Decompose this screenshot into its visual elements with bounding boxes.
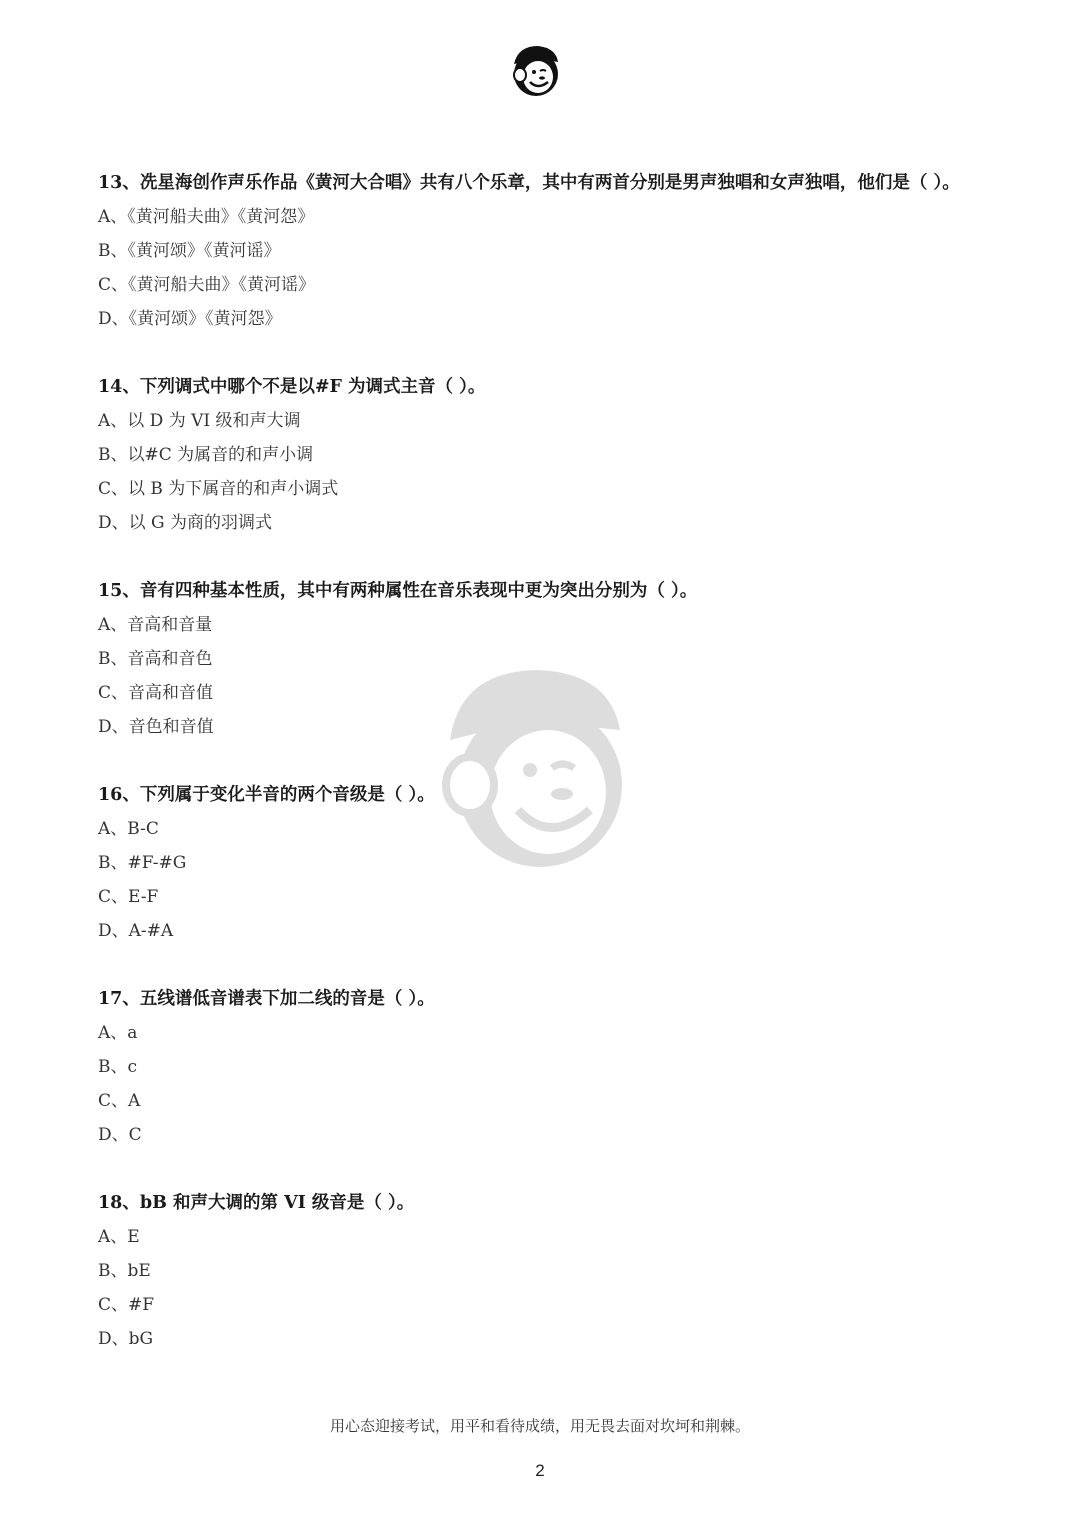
option-b: B、bE bbox=[98, 1261, 151, 1281]
question-text: 18、bB 和声大调的第 VI 级音是（ ）。 bbox=[98, 1193, 415, 1213]
option-a: A、B-C bbox=[98, 819, 159, 839]
option-d: D、以 G 为商的羽调式 bbox=[98, 513, 273, 533]
option-b: B、《黄河颂》《黄河谣》 bbox=[98, 241, 281, 261]
page-number: 2 bbox=[535, 1461, 545, 1480]
option-a: A、《黄河船夫曲》《黄河怨》 bbox=[98, 207, 315, 227]
question-text: 17、五线谱低音谱表下加二线的音是（ ）。 bbox=[98, 989, 435, 1009]
question-13 bbox=[98, 166, 998, 336]
option-c: C、A bbox=[98, 1091, 141, 1111]
question-18 bbox=[98, 1186, 998, 1356]
option-a: A、a bbox=[98, 1023, 138, 1043]
option-c: C、#F bbox=[98, 1295, 155, 1315]
monkey-mascot-icon bbox=[506, 42, 564, 98]
option-b: B、c bbox=[98, 1057, 138, 1077]
question-15 bbox=[98, 574, 998, 744]
question-17 bbox=[98, 982, 998, 1152]
option-d: D、C bbox=[98, 1125, 142, 1145]
footer-motto: 用心态迎接考试，用平和看待成绩，用无畏去面对坎坷和荆棘。 bbox=[329, 1417, 750, 1435]
option-d: D、音色和音值 bbox=[98, 717, 214, 737]
option-b: B、音高和音色 bbox=[98, 649, 213, 669]
question-list bbox=[98, 166, 998, 1356]
option-b: B、#F-#G bbox=[98, 853, 187, 873]
option-d: D、《黄河颂》《黄河怨》 bbox=[98, 309, 282, 329]
option-c: C、《黄河船夫曲》《黄河谣》 bbox=[98, 275, 316, 295]
question-16 bbox=[98, 778, 998, 948]
option-c: C、以 B 为下属音的和声小调式 bbox=[98, 479, 339, 499]
question-text: 16、下列属于变化半音的两个音级是（ ）。 bbox=[98, 785, 435, 805]
question-text: 15、音有四种基本性质，其中有两种属性在音乐表现中更为突出分别为（ ）。 bbox=[98, 581, 698, 601]
question-14 bbox=[98, 370, 998, 540]
option-a: A、E bbox=[98, 1227, 140, 1247]
option-a: A、以 D 为 VI 级和声大调 bbox=[98, 411, 301, 431]
option-c: C、音高和音值 bbox=[98, 683, 214, 703]
question-text: 13、冼星海创作声乐作品《黄河大合唱》共有八个乐章，其中有两首分别是男声独唱和女声独唱，他们是（ ）。 bbox=[98, 173, 960, 193]
option-b: B、以#C 为属音的和声小调 bbox=[98, 445, 314, 465]
option-d: D、bG bbox=[98, 1329, 154, 1349]
option-c: C、E-F bbox=[98, 887, 159, 907]
option-d: D、A-#A bbox=[98, 921, 174, 941]
question-text: 14、下列调式中哪个不是以#F 为调式主音（ ）。 bbox=[98, 377, 486, 397]
option-a: A、音高和音量 bbox=[98, 615, 213, 635]
